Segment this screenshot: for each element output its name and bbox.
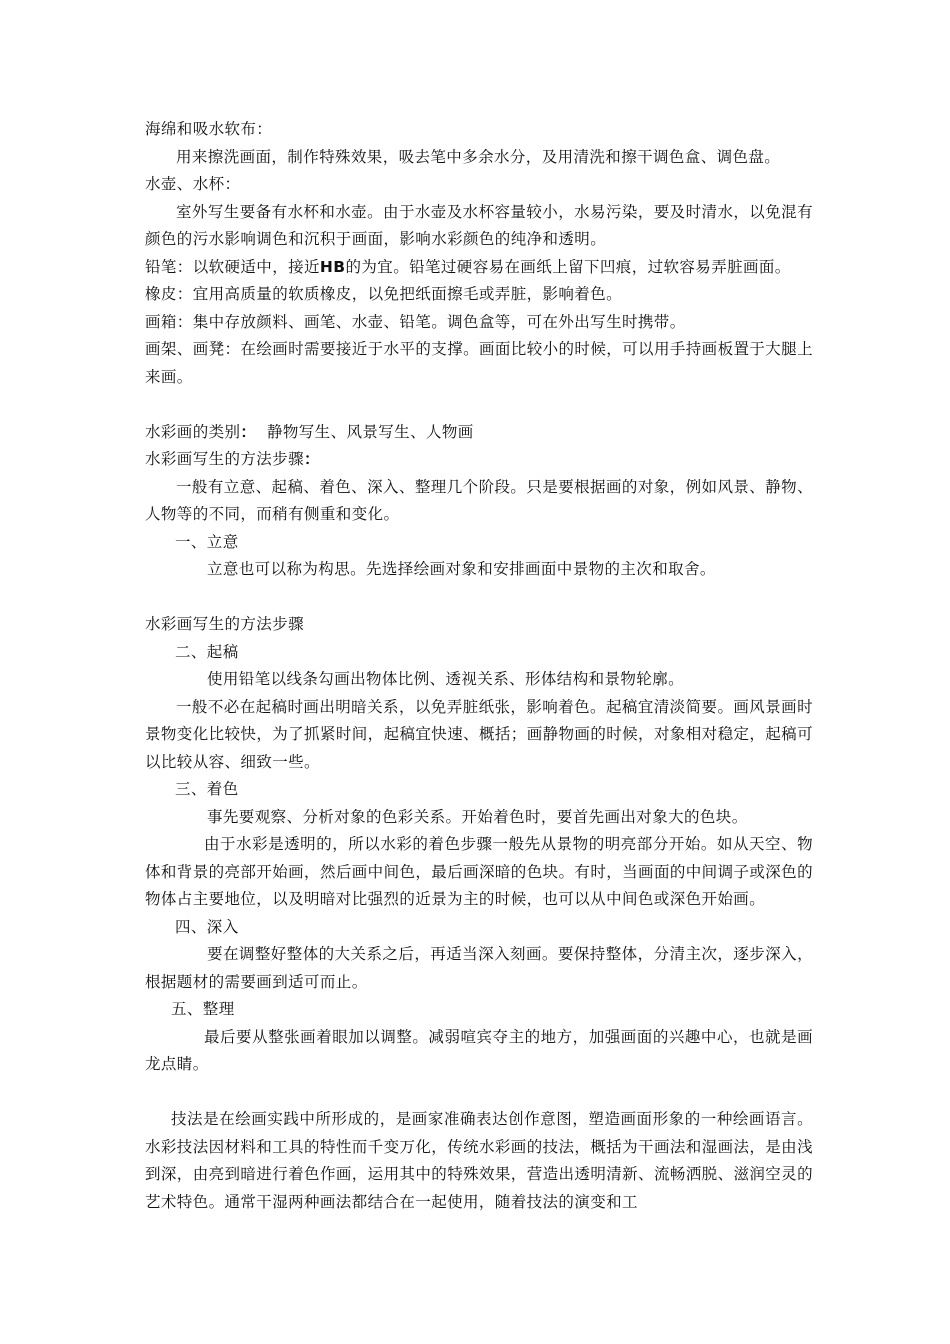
easel-paragraph: 画架、画凳：在绘画时需要接近于水平的支撑。画面比较小的时候，可以用手持画板置于大腿上来画。 xyxy=(145,340,813,386)
pencil-pre: 铅笔：以软硬适中，接近 xyxy=(145,257,320,276)
types-colon: ： xyxy=(240,422,257,441)
spacer xyxy=(145,584,813,612)
water-title: 水壶、水杯： xyxy=(145,175,241,193)
types-paragraph xyxy=(145,419,813,447)
step1-body: 立意也可以称为构思。先选择绘画对象和安排画面中景物的主次和取舍。 xyxy=(207,560,716,578)
box-paragraph: 画箱：集中存放颜料、画笔、水壶、铅笔。调色盒等，可在外出写生时携带。 xyxy=(145,312,686,331)
sponge-title: 海绵和吸水软布： xyxy=(145,120,273,138)
document-page xyxy=(145,116,813,1216)
method-label: 水彩画写生的方法步骤 xyxy=(145,450,305,468)
step3-body-1: 事先要观察、分析对象的色彩关系。开始着色时，要首先画出对象大的色块。 xyxy=(207,807,748,826)
step3-title: 三、着色 xyxy=(175,780,239,798)
pencil-hb: HB xyxy=(319,257,346,276)
technique-body: 技法是在绘画实践中所形成的，是画家准确表达创作意图，塑造画面形象的一种绘画语言。水彩技法因材料和工具的特性而千变万化，传统水彩画的技法，概括为干画法和湿画法，是由浅到深，由亮到暗进行着色作画，运用其中的特殊效果，营造出透明清新、流畅洒脱、滋润空灵的艺术特色。通常干湿两种画法都结合在一起使用，随着技法的演变和工 xyxy=(145,1110,813,1211)
method-colon: ： xyxy=(304,450,320,468)
step5-title: 五、整理 xyxy=(171,1000,235,1018)
water-body: 室外写生要备有水杯和水壶。由于水壶及水杯容量较小，水易污染，要及时清水，以免混有颜色的污水影响调色和沉积于画面，影响水彩颜色的纯净和透明。 xyxy=(145,202,813,248)
step1-title: 一、立意 xyxy=(175,532,239,551)
step2-body-1: 使用铅笔以线条勾画出物体比例、透视关系、形体结构和景物轮廓。 xyxy=(207,670,685,688)
method-body: 一般有立意、起稿、着色、深入、整理几个阶段。只是要根据画的对象，例如风景、静物、人物等的不同，而稍有侧重和变化。 xyxy=(145,477,813,523)
step4-body: 要在调整好整体的大关系之后，再适当深入刻画。要保持整体，分清主次，逐步深入，根据题材的需要画到适可而止。 xyxy=(145,945,813,991)
step2-title: 二、起稿 xyxy=(175,642,239,661)
method-heading xyxy=(145,446,813,474)
types-label: 水彩画的类别 xyxy=(145,422,241,441)
step5-body: 最后要从整张画着眼加以调整。减弱喧宾夺主的地方，加强画面的兴趣中心，也就是画龙点睛。 xyxy=(145,1027,813,1073)
step2-body-2: 一般不必在起稿时画出明暗关系，以免弄脏纸张，影响着色。起稿宜清淡简要。画风景画时景物变化比较快，为了抓紧时间，起稿宜快速、概括；画静物画的时候，对象相对稳定，起稿可以比较从容、细致一些。 xyxy=(145,697,813,771)
spacer xyxy=(145,391,813,419)
eraser-paragraph: 橡皮：宜用高质量的软质橡皮，以免把纸面擦毛或弄脏，影响着色。 xyxy=(145,285,623,303)
spacer xyxy=(145,1079,813,1107)
pencil-post: 的为宜。铅笔过硬容易在画纸上留下凹痕，过软容易弄脏画面。 xyxy=(345,257,791,276)
step3-body-2: 由于水彩是透明的，所以水彩的着色步骤一般先从景物的明亮部分开始。如从天空、物体和背景的亮部开始画，然后画中间色，最后画深暗的色块。有时，当画面的中间调子或深色的物体占主要地位，以及明暗对比强烈的近景为主的时候，也可以从中间色或深色开始画。 xyxy=(145,835,813,908)
sponge-body: 用来擦洗画面，制作特殊效果，吸去笔中多余水分，及用清洗和擦干调色盒、调色盘。 xyxy=(176,147,781,166)
step4-title: 四、深入 xyxy=(175,917,239,936)
pencil-paragraph xyxy=(145,254,813,282)
types-value: 静物写生、风景写生、人物画 xyxy=(266,422,474,441)
method-heading-2: 水彩画写生的方法步骤 xyxy=(145,615,305,633)
